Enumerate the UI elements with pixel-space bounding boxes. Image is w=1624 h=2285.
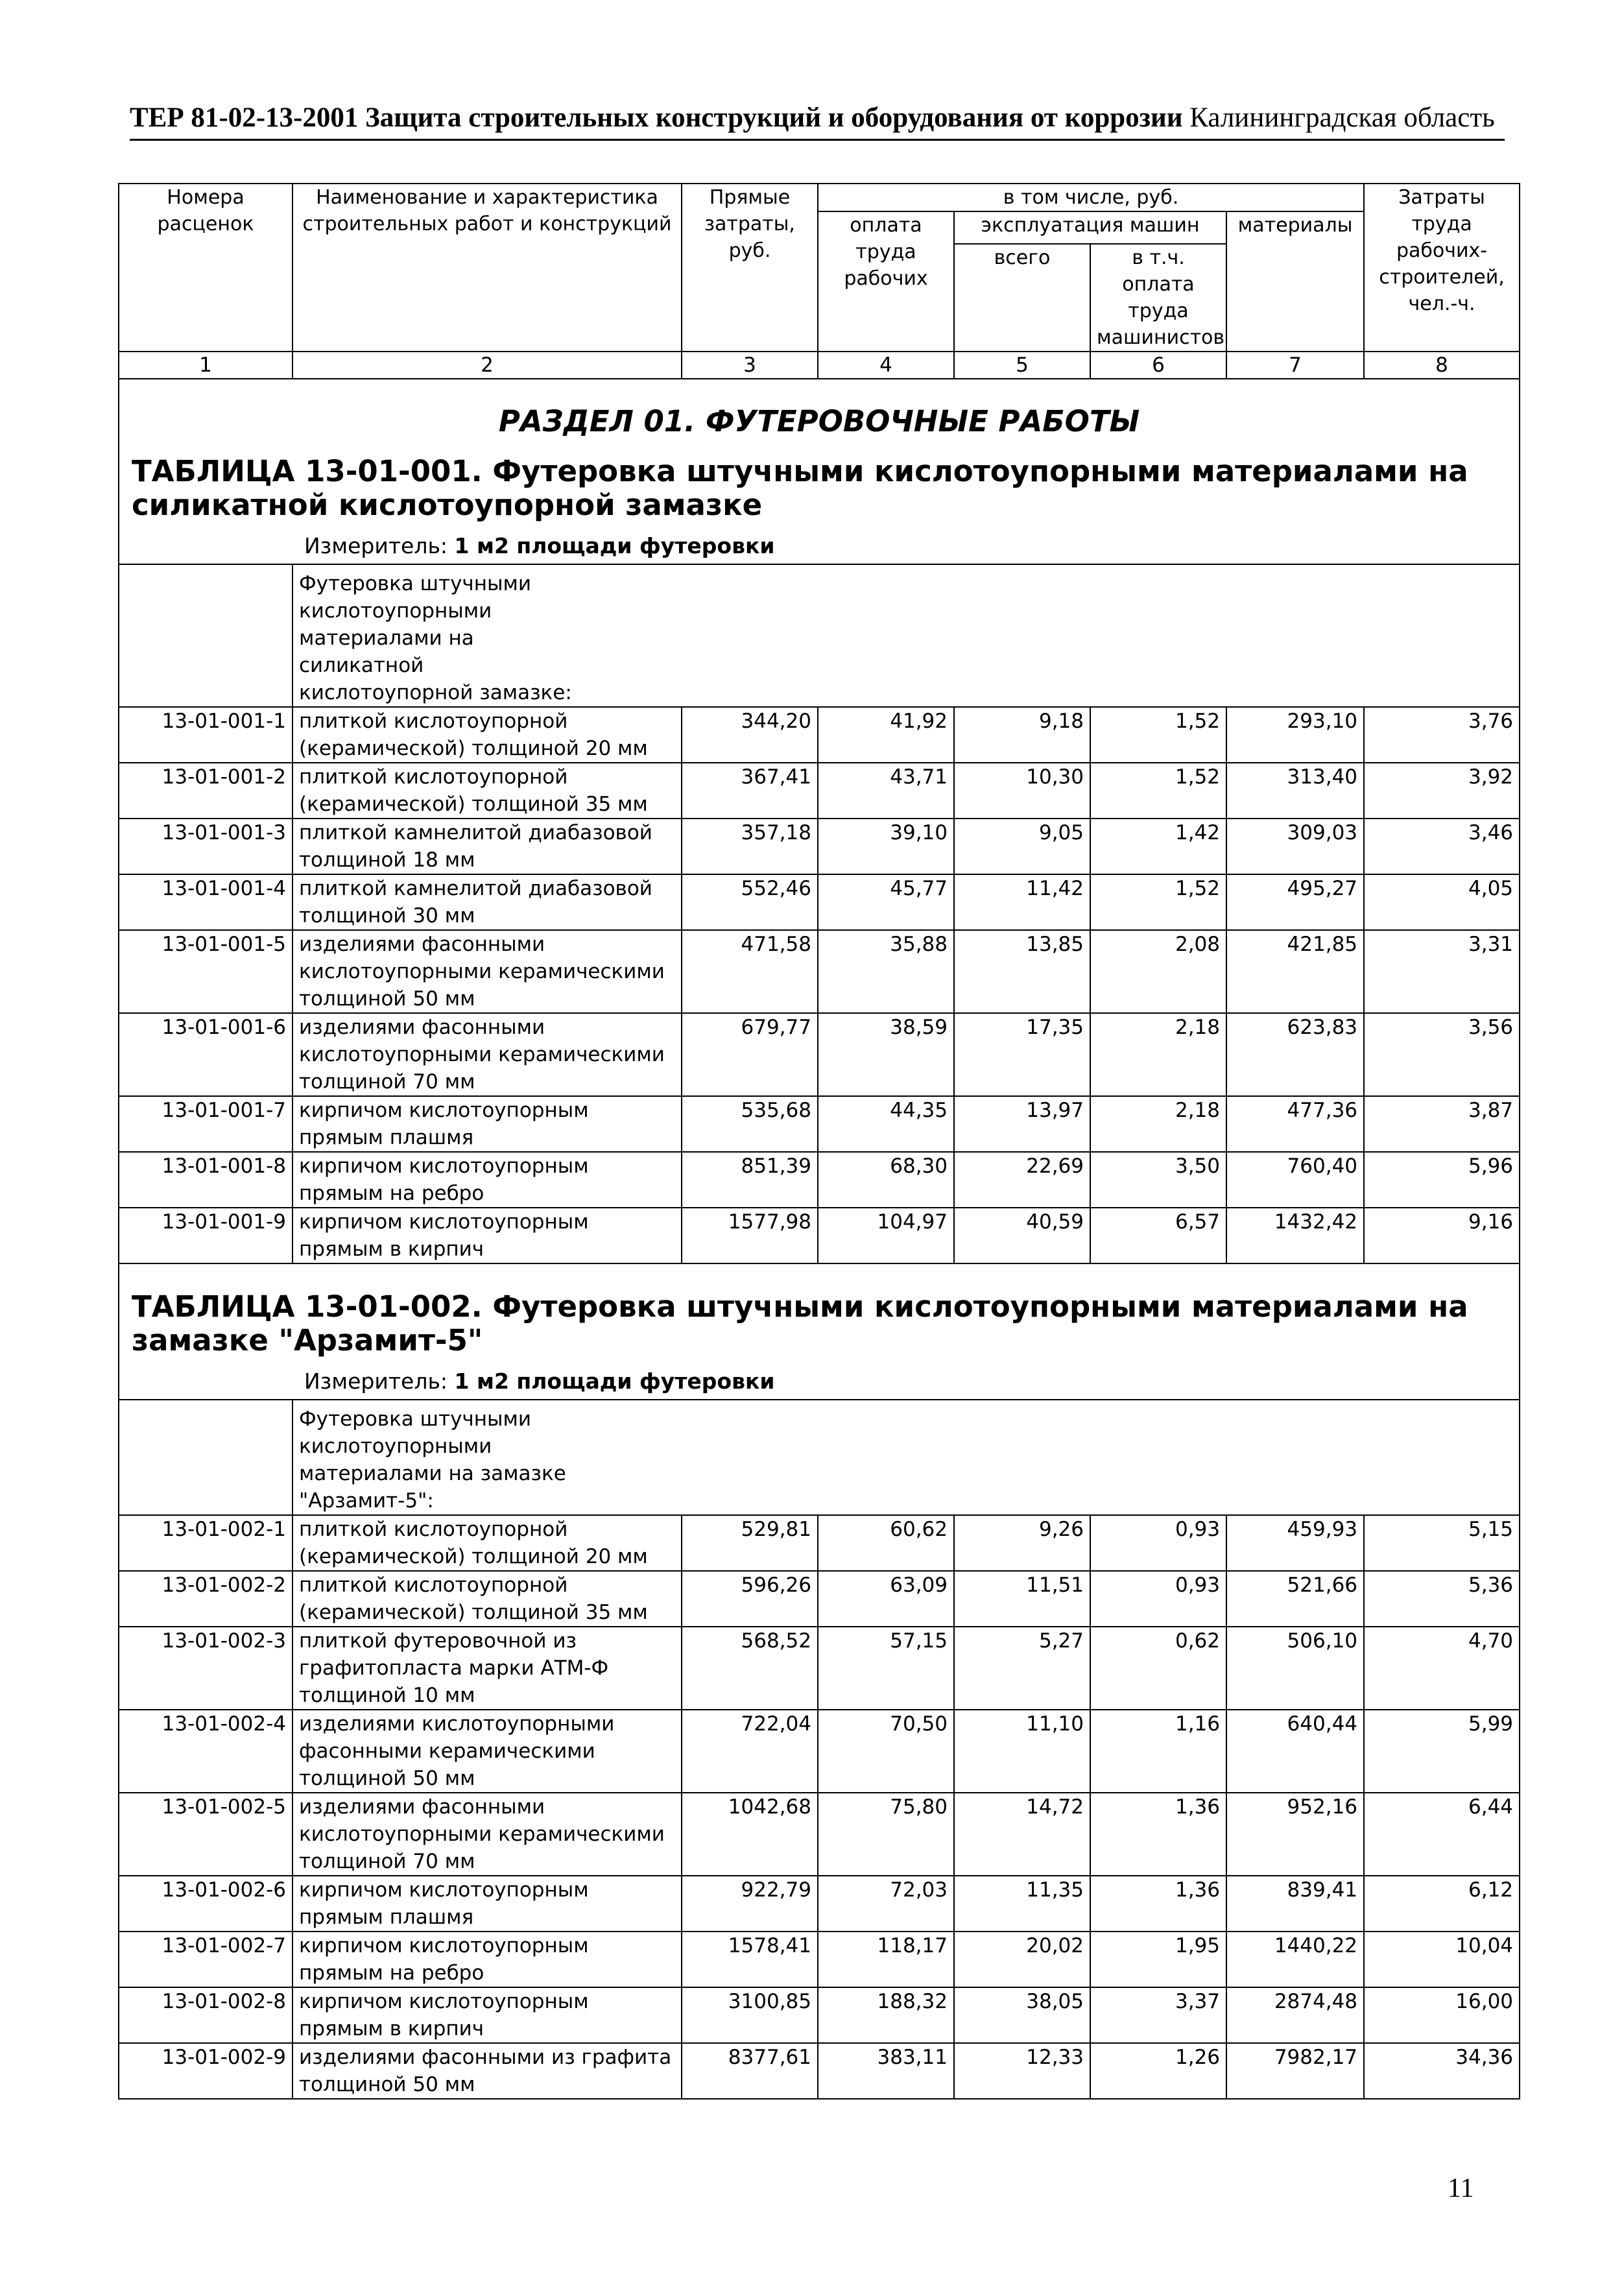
rate-code: 13-01-002-5 [119, 1793, 293, 1876]
rate-name: плиткой кислотоупорной (керамической) толщиной 35 мм [293, 1571, 682, 1627]
machines-cost: 13,97 [954, 1096, 1090, 1152]
rate-code: 13-01-001-1 [119, 707, 293, 763]
rate-code: 13-01-002-8 [119, 1987, 293, 2043]
materials-cost: 640,44 [1226, 1710, 1364, 1793]
direct-cost: 3100,85 [682, 1987, 818, 2043]
section-title: РАЗДЕЛ 01. ФУТЕРОВОЧНЫЕ РАБОТЫ [498, 404, 1140, 438]
col-header-direct: Прямые затраты, руб. [682, 184, 818, 352]
machinist-labor-cost: 1,36 [1090, 1876, 1226, 1932]
materials-cost: 293,10 [1226, 707, 1364, 763]
labor-cost: 38,59 [818, 1013, 954, 1096]
rate-name: изделиями фасонными кислотоупорными керамическими толщиной 50 мм [293, 930, 682, 1013]
labor-hours: 3,92 [1364, 763, 1520, 819]
machinist-labor-cost: 2,08 [1090, 930, 1226, 1013]
labor-cost: 57,15 [818, 1627, 954, 1710]
table-title-text: Футеровка штучными кислотоупорными материалами на силикатной кислотоупорной замазке [132, 454, 1468, 522]
labor-cost: 118,17 [818, 1932, 954, 1987]
document-code: ТЕР 81-02-13-2001 [130, 102, 359, 133]
rate-code: 13-01-002-9 [119, 2043, 293, 2099]
labor-cost: 60,62 [818, 1515, 954, 1571]
rates-table [118, 183, 1520, 2100]
rate-name: кирпичом кислотоупорным прямым на ребро [293, 1932, 682, 1987]
labor-hours: 6,12 [1364, 1876, 1520, 1932]
materials-cost: 495,27 [1226, 874, 1364, 930]
machinist-labor-cost: 3,50 [1090, 1152, 1226, 1208]
machinist-labor-cost: 2,18 [1090, 1096, 1226, 1152]
measure-label: Измеритель: [304, 1369, 448, 1394]
rate-code: 13-01-002-7 [119, 1932, 293, 1987]
column-number: 2 [293, 352, 682, 379]
labor-hours: 10,04 [1364, 1932, 1520, 1987]
rate-row [119, 1515, 1520, 1571]
rate-row [119, 1208, 1520, 1263]
document-region: Калининградская область [1189, 102, 1495, 133]
col-header-machinist-labor: в т.ч. оплата труда машинистов [1090, 244, 1226, 352]
rate-row [119, 1987, 1520, 2043]
materials-cost: 477,36 [1226, 1096, 1364, 1152]
machinist-labor-cost: 0,62 [1090, 1627, 1226, 1710]
labor-hours: 4,05 [1364, 874, 1520, 930]
measure-value: 1 м2 площади футеровки [454, 533, 775, 558]
rate-row [119, 2043, 1520, 2099]
labor-cost: 70,50 [818, 1710, 954, 1793]
machines-cost: 10,30 [954, 763, 1090, 819]
machines-cost: 9,05 [954, 819, 1090, 874]
rate-row [119, 930, 1520, 1013]
labor-cost: 63,09 [818, 1571, 954, 1627]
machines-cost: 20,02 [954, 1932, 1090, 1987]
rate-code: 13-01-001-9 [119, 1208, 293, 1263]
labor-cost: 383,11 [818, 2043, 954, 2099]
materials-cost: 313,40 [1226, 763, 1364, 819]
rate-name: плиткой футеровочной из графитопласта марки АТМ-Ф толщиной 10 мм [293, 1627, 682, 1710]
rate-row [119, 1793, 1520, 1876]
rate-code: 13-01-001-2 [119, 763, 293, 819]
materials-cost: 1440,22 [1226, 1932, 1364, 1987]
machinist-labor-cost: 2,18 [1090, 1013, 1226, 1096]
group-spacer-cell [119, 1400, 293, 1515]
materials-cost: 309,03 [1226, 819, 1364, 874]
col-header-labor: оплата труда рабочих [818, 211, 954, 352]
direct-cost: 679,77 [682, 1013, 818, 1096]
machines-cost: 11,51 [954, 1571, 1090, 1627]
rate-name: кирпичом кислотоупорным прямым плашмя [293, 1876, 682, 1932]
column-number: 4 [818, 352, 954, 379]
page-header [130, 97, 1505, 141]
direct-cost: 596,26 [682, 1571, 818, 1627]
materials-cost: 952,16 [1226, 1793, 1364, 1876]
machinist-labor-cost: 1,16 [1090, 1710, 1226, 1793]
direct-cost: 357,18 [682, 819, 818, 874]
materials-cost: 7982,17 [1226, 2043, 1364, 2099]
rate-code: 13-01-001-4 [119, 874, 293, 930]
direct-cost: 535,68 [682, 1096, 818, 1152]
table-measure [304, 1367, 1513, 1399]
rate-name: плиткой кислотоупорной (керамической) толщиной 35 мм [293, 763, 682, 819]
direct-cost: 471,58 [682, 930, 818, 1013]
rate-name: кирпичом кислотоупорным прямым в кирпич [293, 1987, 682, 2043]
rate-code: 13-01-002-1 [119, 1515, 293, 1571]
rate-name: плиткой камнелитой диабазовой толщиной 30 мм [293, 874, 682, 930]
machinist-labor-cost: 6,57 [1090, 1208, 1226, 1263]
labor-hours: 5,96 [1364, 1152, 1520, 1208]
group-heading: Футеровка штучными кислотоупорными материалами на силикатной кислотоупорной замазке: [293, 564, 1520, 707]
rate-name: плиткой кислотоупорной (керамической) толщиной 20 мм [293, 1515, 682, 1571]
table-title [125, 455, 1513, 522]
machines-cost: 11,10 [954, 1710, 1090, 1793]
rate-row [119, 1932, 1520, 1987]
labor-cost: 43,71 [818, 763, 954, 819]
materials-cost: 2874,48 [1226, 1987, 1364, 2043]
rate-row [119, 874, 1520, 930]
machines-cost: 9,26 [954, 1515, 1090, 1571]
labor-cost: 45,77 [818, 874, 954, 930]
materials-cost: 421,85 [1226, 930, 1364, 1013]
document-title: Защита строительных конструкций и оборудования от коррозии [365, 102, 1183, 133]
machines-cost: 22,69 [954, 1152, 1090, 1208]
machinist-labor-cost: 1,42 [1090, 819, 1226, 874]
table-label: ТАБЛИЦА 13-01-001. [132, 454, 483, 488]
machinist-labor-cost: 3,37 [1090, 1987, 1226, 2043]
table-measure [304, 531, 1513, 564]
labor-hours: 3,31 [1364, 930, 1520, 1013]
rate-code: 13-01-002-4 [119, 1710, 293, 1793]
machines-cost: 11,35 [954, 1876, 1090, 1932]
rate-row [119, 1710, 1520, 1793]
rate-row [119, 1876, 1520, 1932]
labor-hours: 3,56 [1364, 1013, 1520, 1096]
machinist-labor-cost: 0,93 [1090, 1571, 1226, 1627]
labor-cost: 44,35 [818, 1096, 954, 1152]
direct-cost: 8377,61 [682, 2043, 818, 2099]
rate-name: изделиями фасонными кислотоупорными керамическими толщиной 70 мм [293, 1793, 682, 1876]
labor-hours: 5,99 [1364, 1710, 1520, 1793]
col-header-name: Наименование и характеристика строительных работ и конструкций [293, 184, 682, 352]
col-header-machines: эксплуатация машин [954, 211, 1226, 244]
column-number: 3 [682, 352, 818, 379]
machines-cost: 14,72 [954, 1793, 1090, 1876]
machines-cost: 40,59 [954, 1208, 1090, 1263]
rate-row [119, 1627, 1520, 1710]
group-row [119, 1400, 1520, 1515]
group-spacer-cell [119, 564, 293, 707]
rate-row [119, 1013, 1520, 1096]
labor-hours: 34,36 [1364, 2043, 1520, 2099]
page-number: 11 [1448, 2173, 1474, 2203]
materials-cost: 459,93 [1226, 1515, 1364, 1571]
machinist-labor-cost: 0,93 [1090, 1515, 1226, 1571]
machines-cost: 17,35 [954, 1013, 1090, 1096]
table-title [125, 1290, 1513, 1358]
table-label: ТАБЛИЦА 13-01-002. [132, 1289, 483, 1324]
direct-cost: 1578,41 [682, 1932, 818, 1987]
rate-row [119, 707, 1520, 763]
rate-name: кирпичом кислотоупорным прямым на ребро [293, 1152, 682, 1208]
rate-name: плиткой камнелитой диабазовой толщиной 18 мм [293, 819, 682, 874]
direct-cost: 922,79 [682, 1876, 818, 1932]
col-header-materials: материалы [1226, 211, 1364, 352]
direct-cost: 1577,98 [682, 1208, 818, 1263]
direct-cost: 529,81 [682, 1515, 818, 1571]
direct-cost: 568,52 [682, 1627, 818, 1710]
labor-cost: 39,10 [818, 819, 954, 874]
labor-hours: 16,00 [1364, 1987, 1520, 2043]
column-number: 1 [119, 352, 293, 379]
materials-cost: 760,40 [1226, 1152, 1364, 1208]
group-heading: Футеровка штучными кислотоупорными материалами на замазке "Арзамит-5": [293, 1400, 1520, 1515]
labor-hours: 4,70 [1364, 1627, 1520, 1710]
rate-row [119, 819, 1520, 874]
labor-hours: 3,46 [1364, 819, 1520, 874]
rate-row [119, 1096, 1520, 1152]
labor-hours: 3,87 [1364, 1096, 1520, 1152]
labor-hours: 6,44 [1364, 1793, 1520, 1876]
labor-cost: 188,32 [818, 1987, 954, 2043]
labor-cost: 41,92 [818, 707, 954, 763]
column-number: 5 [954, 352, 1090, 379]
rate-code: 13-01-002-6 [119, 1876, 293, 1932]
machinist-labor-cost: 1,95 [1090, 1932, 1226, 1987]
materials-cost: 1432,42 [1226, 1208, 1364, 1263]
direct-cost: 344,20 [682, 707, 818, 763]
rate-code: 13-01-001-3 [119, 819, 293, 874]
labor-cost: 104,97 [818, 1208, 954, 1263]
measure-label: Измеритель: [304, 533, 448, 558]
labor-cost: 35,88 [818, 930, 954, 1013]
machines-cost: 11,42 [954, 874, 1090, 930]
rate-name: кирпичом кислотоупорным прямым в кирпич [293, 1208, 682, 1263]
direct-cost: 722,04 [682, 1710, 818, 1793]
machinist-labor-cost: 1,52 [1090, 874, 1226, 930]
col-header-labor-hours: Затраты труда рабочих-строителей, чел.-ч. [1364, 184, 1520, 352]
rate-name: плиткой кислотоупорной (керамической) толщиной 20 мм [293, 707, 682, 763]
rate-name: изделиями фасонными кислотоупорными керамическими толщиной 70 мм [293, 1013, 682, 1096]
rate-code: 13-01-001-8 [119, 1152, 293, 1208]
table-title-block [119, 379, 1520, 564]
machinist-labor-cost: 1,52 [1090, 707, 1226, 763]
direct-cost: 1042,68 [682, 1793, 818, 1876]
column-number: 8 [1364, 352, 1520, 379]
labor-hours: 3,76 [1364, 707, 1520, 763]
col-header-codes: Номера расценок [119, 184, 293, 352]
machines-cost: 9,18 [954, 707, 1090, 763]
labor-cost: 68,30 [818, 1152, 954, 1208]
materials-cost: 506,10 [1226, 1627, 1364, 1710]
machines-cost: 12,33 [954, 2043, 1090, 2099]
machinist-labor-cost: 1,36 [1090, 1793, 1226, 1876]
machinist-labor-cost: 1,52 [1090, 763, 1226, 819]
labor-hours: 5,36 [1364, 1571, 1520, 1627]
column-number: 7 [1226, 352, 1364, 379]
direct-cost: 851,39 [682, 1152, 818, 1208]
rate-code: 13-01-001-5 [119, 930, 293, 1013]
col-header-machines-total: всего [954, 244, 1090, 352]
measure-value: 1 м2 площади футеровки [454, 1369, 775, 1394]
rate-name: кирпичом кислотоупорным прямым плашмя [293, 1096, 682, 1152]
rate-code: 13-01-002-2 [119, 1571, 293, 1627]
direct-cost: 367,41 [682, 763, 818, 819]
materials-cost: 521,66 [1226, 1571, 1364, 1627]
table-title-block [119, 1263, 1520, 1400]
machines-cost: 5,27 [954, 1627, 1090, 1710]
group-row [119, 564, 1520, 707]
machines-cost: 38,05 [954, 1987, 1090, 2043]
table-title-text: Футеровка штучными кислотоупорными материалами на замазке "Арзамит-5" [132, 1289, 1468, 1358]
labor-hours: 5,15 [1364, 1515, 1520, 1571]
rate-row [119, 1571, 1520, 1627]
rate-row [119, 1152, 1520, 1208]
machines-cost: 13,85 [954, 930, 1090, 1013]
rate-row [119, 763, 1520, 819]
col-header-incl: в том числе, руб. [818, 184, 1364, 211]
column-number: 6 [1090, 352, 1226, 379]
materials-cost: 839,41 [1226, 1876, 1364, 1932]
rate-name: изделиями фасонными из графита толщиной 50 мм [293, 2043, 682, 2099]
rate-code: 13-01-001-6 [119, 1013, 293, 1096]
labor-cost: 75,80 [818, 1793, 954, 1876]
labor-cost: 72,03 [818, 1876, 954, 1932]
rate-code: 13-01-002-3 [119, 1627, 293, 1710]
labor-hours: 9,16 [1364, 1208, 1520, 1263]
machinist-labor-cost: 1,26 [1090, 2043, 1226, 2099]
rate-name: изделиями кислотоупорными фасонными керамическими толщиной 50 мм [293, 1710, 682, 1793]
direct-cost: 552,46 [682, 874, 818, 930]
materials-cost: 623,83 [1226, 1013, 1364, 1096]
rate-code: 13-01-001-7 [119, 1096, 293, 1152]
